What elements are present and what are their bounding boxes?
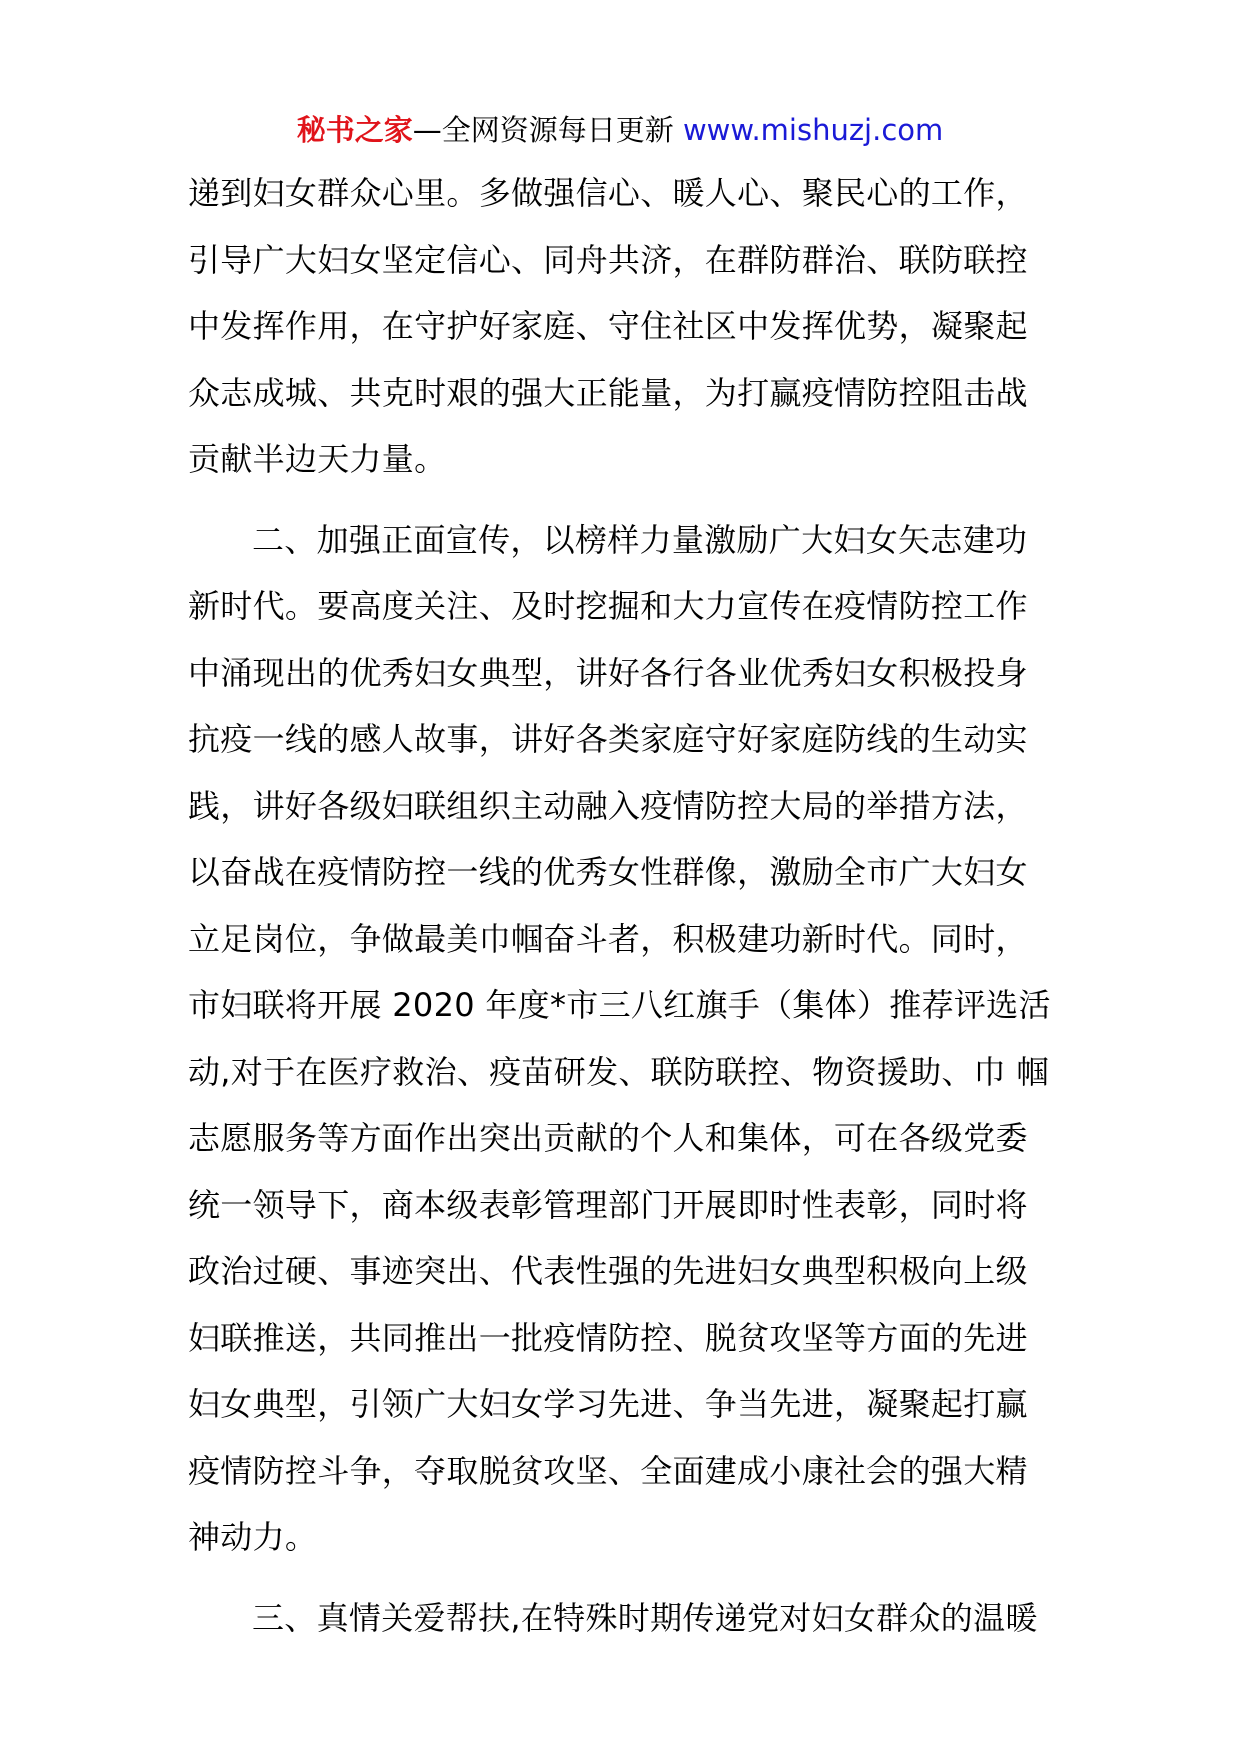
text-line: 践，讲好各级妇联组织主动融入疫情防控大局的举措方法， <box>188 786 1028 825</box>
paragraph <box>188 1585 1068 1652</box>
text-line: 政治过硬、事迹突出、代表性强的先进妇女典型积极向上级 <box>188 1252 1028 1290</box>
text-line: 众志成城、共克时艰的强大正能量，为打赢疫情防控阻击战 <box>188 373 1028 412</box>
site-url-link[interactable]: www.mishuzj.com <box>682 113 944 147</box>
text-line: 中发挥作用，在守护好家庭、守住社区中发挥优势，凝聚起 <box>188 307 1028 345</box>
text-line: 疫情防控斗争，夺取脱贫攻坚、全面建成小康社会的强大精 <box>188 1451 1028 1490</box>
text-line: 以奋战在疫情防控一线的优秀女性群像，激励全市广大妇女 <box>188 853 1028 891</box>
site-brand: 秘书之家 <box>296 113 413 147</box>
text-line: 市妇联将开展 2020 年度*市三八红旗手（集体）推荐评选活 <box>188 986 1051 1024</box>
paragraph <box>188 160 1068 493</box>
text-line: 抗疫一线的感人故事，讲好各类家庭守好家庭防线的生动实 <box>188 720 1028 758</box>
text-line: 贡献半边天力量。 <box>188 440 447 478</box>
text-line: 妇联推送，共同推出一批疫情防控、脱贫攻坚等方面的先进 <box>188 1318 1028 1357</box>
text-line: 统一领导下，商本级表彰管理部门开展即时性表彰，同时将 <box>188 1185 1028 1224</box>
text-line: 中涌现出的优秀妇女典型，讲好各行各业优秀妇女积极投身 <box>188 653 1028 692</box>
text-line: 妇女典型，引领广大妇女学习先进、争当先进，凝聚起打赢 <box>188 1385 1028 1423</box>
document-body <box>188 160 1068 1651</box>
text-line: 递到妇女群众心里。多做强信心、暖人心、聚民心的工作， <box>188 174 1028 212</box>
text-line: 引导广大妇女坚定信心、同舟共济，在群防群治、联防联控 <box>188 240 1028 279</box>
text-line: 三、真情关爱帮扶,在特殊时期传递党对妇女群众的温暖 <box>252 1598 1038 1637</box>
text-line: 动,对于在医疗救治、疫苗研发、联防联控、物资援助、巾 帼 <box>188 1052 1049 1091</box>
paragraph <box>188 507 1068 1571</box>
text-line: 二、加强正面宣传，以榜样力量激励广大妇女矢志建功 <box>252 520 1028 559</box>
text-line: 志愿服务等方面作出突出贡献的个人和集体，可在各级党委 <box>188 1119 1028 1157</box>
text-line: 神动力。 <box>188 1518 318 1556</box>
text-line: 立足岗位，争做最美巾帼奋斗者，积极建功新时代。同时， <box>188 919 1028 958</box>
site-tagline: —全网资源每日更新 <box>412 113 683 147</box>
text-line: 新时代。要高度关注、及时挖掘和大力宣传在疫情防控工作 <box>188 587 1028 625</box>
page-header <box>0 110 1240 150</box>
